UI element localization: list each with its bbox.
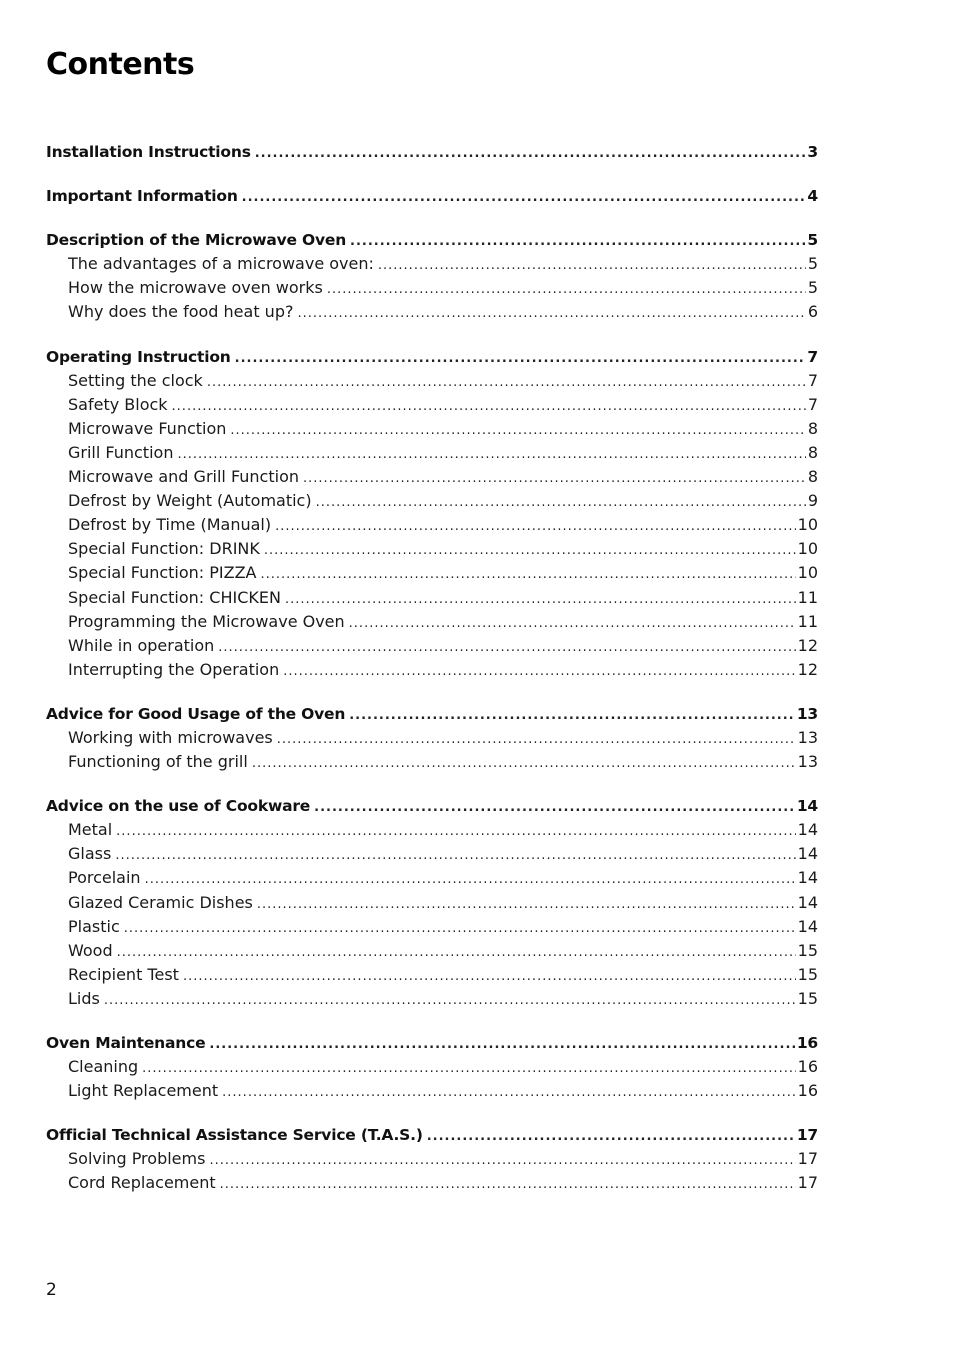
toc-entry-page: 5 [807,278,818,298]
dot-leader [209,1147,795,1173]
toc-entry-page: 16 [796,1034,818,1052]
toc-entry-page: 17 [797,1173,818,1193]
toc-entry-label: Special Function: PIZZA [68,563,257,583]
toc-entry-page: 9 [807,491,818,511]
dot-leader [116,818,795,844]
toc-entry-label: Advice for Good Usage of the Oven [46,704,346,723]
toc-entry-label: Glass [68,844,112,864]
toc-entry[interactable] [46,610,818,634]
dot-leader [104,987,796,1013]
toc-entry-page: 15 [797,940,818,960]
toc-entry-label: Operating Instruction [46,347,231,366]
dot-leader [235,345,806,371]
toc-section-heading[interactable] [46,1031,818,1055]
toc-entry-label: Functioning of the grill [68,752,248,772]
toc-entry[interactable] [46,441,818,465]
toc-entry-page: 17 [796,1126,818,1145]
toc-entry[interactable] [46,513,818,537]
toc-entry-label: Grill Function [68,442,174,462]
toc-entry-label: Cord Replacement [68,1173,216,1193]
dot-leader [257,891,796,917]
dot-leader [145,866,796,892]
dot-leader [209,1031,794,1057]
toc-entry-page: 5 [807,254,818,274]
toc-entry[interactable] [46,537,818,561]
toc-entry-label: Description of the Microwave Oven [46,231,347,250]
toc-entry-label: Lids [68,988,100,1008]
toc-section [46,140,818,164]
toc-section-heading[interactable] [46,184,818,208]
toc-section-heading[interactable] [46,345,818,369]
toc-entry[interactable] [46,987,818,1011]
dot-leader [277,726,796,752]
dot-leader [349,610,796,636]
toc-entry-label: While in operation [68,635,215,655]
toc-entry-page: 7 [807,347,818,366]
dot-leader [275,513,796,539]
toc-entry-label: Setting the clock [68,370,203,390]
dot-leader [378,252,806,278]
toc-section [46,228,818,324]
toc-section-heading[interactable] [46,228,818,252]
toc-entry[interactable] [46,891,818,915]
dot-leader [303,465,806,491]
toc-entry[interactable] [46,750,818,774]
dot-leader [349,702,795,728]
dot-leader [427,1123,795,1149]
toc-entry-label: Metal [68,820,113,840]
toc-entry-label: Working with microwaves [68,727,273,747]
toc-entry-page: 13 [797,727,818,747]
toc-entry[interactable] [46,586,818,610]
toc-entry-label: Advice on the use of Cookware [46,797,311,816]
toc-entry[interactable] [46,276,818,300]
toc-entry-page: 7 [807,370,818,390]
toc-entry-label: Light Replacement [68,1081,219,1101]
toc-section [46,702,818,774]
toc-entry-label: Plastic [68,916,120,936]
toc-entry-label: Defrost by Time (Manual) [68,515,272,535]
toc-section [46,1031,818,1103]
toc-entry[interactable] [46,252,818,276]
toc-entry-page: 8 [807,467,818,487]
toc-entry-label: Important Information [46,187,238,206]
toc-entry-page: 4 [807,187,818,206]
toc-entry[interactable] [46,417,818,441]
dot-leader [316,489,806,515]
toc-entry-label: Microwave and Grill Function [68,467,299,487]
toc-entry[interactable] [46,393,818,417]
toc-entry-page: 14 [797,844,818,864]
toc-entry-label: Special Function: CHICKEN [68,587,281,607]
toc-entry-page: 10 [797,515,818,535]
toc-entry-label: Cleaning [68,1057,139,1077]
toc-entry-label: Defrost by Weight (Automatic) [68,491,312,511]
toc-entry-page: 14 [797,820,818,840]
toc-entry-page: 5 [807,231,818,250]
toc-entry-page: 14 [797,916,818,936]
dot-leader [207,369,806,395]
toc-entry-page: 8 [807,418,818,438]
toc-entry-page: 12 [797,635,818,655]
toc-entry-page: 14 [797,868,818,888]
toc-entry-page: 16 [797,1081,818,1101]
dot-leader [283,658,795,684]
toc-entry[interactable] [46,726,818,750]
toc-section [46,794,818,1011]
toc-entry-page: 14 [796,797,818,816]
dot-leader [327,276,806,302]
dot-leader [242,184,806,210]
dot-leader [222,1079,795,1105]
toc-entry-label: Solving Problems [68,1149,206,1169]
dot-leader [297,300,805,326]
dot-leader [230,417,805,443]
toc-entry[interactable] [46,489,818,513]
toc-section-heading[interactable] [46,702,818,726]
toc-entry-label: Interrupting the Operation [68,659,280,679]
toc-entry[interactable] [46,818,818,842]
toc-entry-label: Wood [68,940,113,960]
toc-entry-label: The advantages of a microwave oven: [68,254,374,274]
toc-entry-page: 15 [797,988,818,1008]
toc-entry-label: Oven Maintenance [46,1034,206,1052]
dot-leader [183,963,796,989]
dot-leader [261,561,796,587]
dot-leader [124,915,796,941]
toc-entry[interactable] [46,300,818,324]
page-number: 2 [46,1280,57,1300]
toc-entry[interactable] [46,842,818,866]
toc-entry-page: 16 [797,1057,818,1077]
toc-section [46,1123,818,1195]
toc-entry-label: Recipient Test [68,964,179,984]
toc-entry-label: Microwave Function [68,418,227,438]
toc-entry[interactable] [46,866,818,890]
dot-leader [117,939,796,965]
toc-entry-page: 7 [807,394,818,414]
toc-entry-label: Official Technical Assistance Service (T.A.S.) [46,1126,423,1145]
toc-entry-page: 13 [796,704,818,723]
toc-entry[interactable] [46,634,818,658]
toc-entry-page: 17 [797,1149,818,1169]
toc-entry-label: Porcelain [68,868,141,888]
dot-leader [220,1171,796,1197]
dot-leader [255,140,806,166]
dot-leader [350,228,805,254]
dot-leader [314,794,795,820]
toc-entry-label: Special Function: DRINK [68,539,260,559]
toc-entry-page: 13 [797,752,818,772]
dot-leader [177,441,805,467]
toc-entry-label: Glazed Ceramic Dishes [68,892,253,912]
table-of-contents [46,140,818,1216]
toc-entry[interactable] [46,1171,818,1195]
toc-entry-page: 8 [807,442,818,462]
toc-entry[interactable] [46,369,818,393]
toc-entry[interactable] [46,1147,818,1171]
toc-entry[interactable] [46,658,818,682]
toc-entry[interactable] [46,915,818,939]
dot-leader [285,586,796,612]
toc-entry-page: 6 [807,302,818,322]
dot-leader [115,842,795,868]
toc-entry[interactable] [46,939,818,963]
toc-entry-label: Installation Instructions [46,143,251,161]
page-title: Contents [46,47,195,82]
toc-entry-page: 14 [797,892,818,912]
toc-entry-page: 10 [797,563,818,583]
toc-entry-label: How the microwave oven works [68,278,323,298]
toc-entry-label: Why does the food heat up? [68,302,294,322]
dot-leader [252,750,796,776]
toc-entry-page: 11 [797,611,818,631]
toc-entry-page: 15 [797,964,818,984]
toc-entry[interactable] [46,1079,818,1103]
toc-entry[interactable] [46,1055,818,1079]
dot-leader [264,537,796,563]
toc-entry[interactable] [46,465,818,489]
toc-section-heading[interactable] [46,140,818,164]
toc-entry-label: Programming the Microwave Oven [68,611,345,631]
toc-entry-page: 3 [807,143,818,161]
toc-section-heading[interactable] [46,1123,818,1147]
toc-entry-page: 11 [797,587,818,607]
dot-leader [218,634,795,660]
toc-section [46,184,818,208]
toc-entry-page: 12 [797,659,818,679]
dot-leader [142,1055,795,1081]
toc-entry-page: 10 [797,539,818,559]
toc-section-heading[interactable] [46,794,818,818]
toc-entry[interactable] [46,963,818,987]
toc-entry-label: Safety Block [68,394,168,414]
toc-section [46,345,818,682]
dot-leader [172,393,806,419]
toc-entry[interactable] [46,561,818,585]
